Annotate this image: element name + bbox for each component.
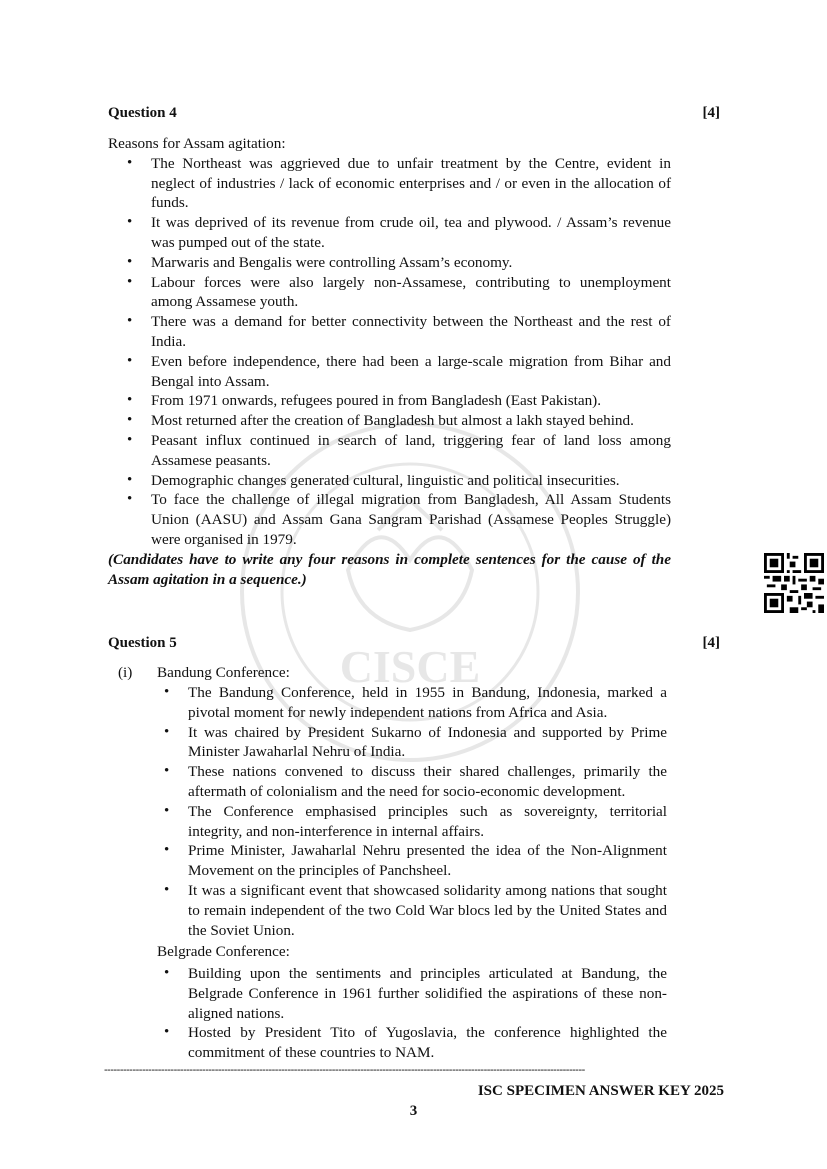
list-item: • The Bandung Conference, held in 1955 in Bandung, Indonesia, marked a pivotal moment for newly independent nations from Africa and Asia.	[157, 683, 667, 723]
list-item: • Most returned after the creation of Bangladesh but almost a lakh stayed behind.	[108, 411, 671, 431]
list-item: • It was chaired by President Sukarno of Indonesia and supported by Prime Minister Jawaharlal Nehru of India.	[157, 723, 667, 763]
belgrade-heading: Belgrade Conference:	[157, 943, 290, 960]
footer-title: ISC SPECIMEN ANSWER KEY 2025	[477, 1083, 724, 1099]
bandung-bullet-list	[157, 683, 667, 940]
list-item: • It was deprived of its revenue from crude oil, tea and plywood. / Assam’s revenue was pumped out of the state.	[108, 213, 671, 253]
list-item: • It was a significant event that showcased solidarity among nations that sought to remain independent of the two Cold War blocs led by the United States and the Soviet Union.	[157, 881, 667, 940]
list-item: • The Northeast was aggrieved due to unfair treatment by the Centre, evident in neglect of industries / lack of economic enterprises and / or even in the allocation of funds.	[108, 154, 671, 213]
list-item: • There was a demand for better connectivity between the Northeast and the rest of India.	[108, 312, 671, 352]
list-item: • From 1971 onwards, refugees poured in from Bangladesh (East Pakistan).	[108, 391, 671, 411]
qr-code-icon	[764, 553, 824, 613]
footer-divider: --------------------------------------------------------------------------------------------------------------------------------------------------------	[104, 1064, 585, 1076]
part-label: (i)	[118, 664, 133, 681]
list-item: • Labour forces were also largely non-Assamese, contributing to unemployment among Assamese youth.	[108, 273, 671, 313]
bandung-answer	[157, 683, 667, 940]
question-5-title: Question 5	[108, 635, 177, 651]
list-item: • To face the challenge of illegal migration from Bangladesh, All Assam Students Union (AASU) and Assam Gana Sangram Parishad (Assamese Peoples Struggle) were organised in 1979.	[108, 490, 671, 549]
list-item: • Demographic changes generated cultural, linguistic and political insecurities.	[108, 471, 671, 491]
list-item: • These nations convened to discuss their shared challenges, primarily the aftermath of colonialism and the need for socio-economic development.	[157, 762, 667, 802]
question-5-heading	[108, 634, 720, 654]
question-4-bullet-list	[108, 154, 671, 550]
list-item: • Even before independence, there had been a large-scale migration from Bihar and Bengal into Assam.	[108, 352, 671, 392]
question-4-heading	[108, 104, 720, 124]
question-4-marks: [4]	[702, 105, 720, 121]
belgrade-answer	[157, 964, 667, 1063]
list-item: • Hosted by President Tito of Yugoslavia, the conference highlighted the commitment of these countries to NAM.	[157, 1023, 667, 1063]
question-5-marks: [4]	[702, 635, 720, 651]
question-4-intro: Reasons for Assam agitation:	[108, 135, 286, 152]
list-item: • The Conference emphasised principles such as sovereignty, territorial integrity, and non-interference in internal affairs.	[157, 802, 667, 842]
page-number: 3	[409, 1103, 418, 1119]
list-item: • Prime Minister, Jawaharlal Nehru presented the idea of the Non-Alignment Movement on the principles of Panchsheel.	[157, 841, 667, 881]
question-4-answer	[108, 134, 671, 589]
bandung-heading: Bandung Conference:	[157, 664, 290, 681]
belgrade-bullet-list	[157, 964, 667, 1063]
question-4-marking-note: (Candidates have to write any four reasons in complete sentences for the cause of the Assam agitation in a sequence.)	[108, 550, 671, 588]
watermark-text: CISCE	[339, 641, 481, 692]
list-item: • Marwaris and Bengalis were controlling Assam’s economy.	[108, 253, 671, 273]
list-item: • Building upon the sentiments and principles articulated at Bandung, the Belgrade Conference in 1961 further solidified the aspirations of these non-aligned nations.	[157, 964, 667, 1023]
question-4-title: Question 4	[108, 105, 177, 121]
list-item: • Peasant influx continued in search of land, triggering fear of land loss among Assamese peasants.	[108, 431, 671, 471]
